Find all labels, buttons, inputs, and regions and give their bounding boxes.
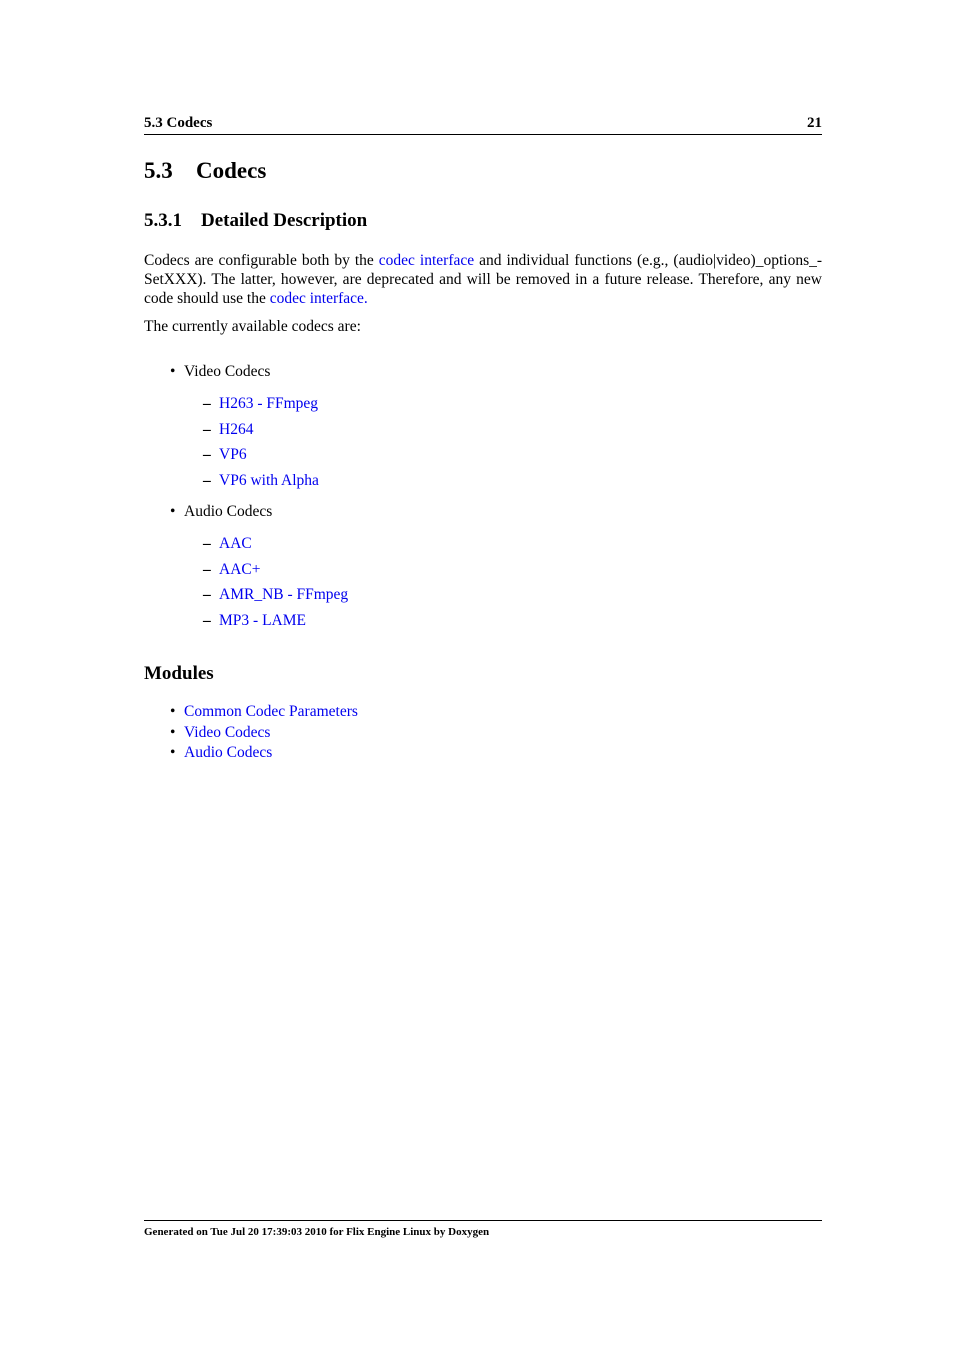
modules-heading: Modules <box>144 663 214 684</box>
section-title: Codecs <box>196 158 267 183</box>
subsection-heading <box>144 208 367 234</box>
vp6-link[interactable]: VP6 <box>219 446 247 463</box>
description-paragraph <box>144 251 822 308</box>
description-text-1: Codecs are configurable both by the <box>144 252 379 269</box>
list-item <box>170 420 319 440</box>
codec-interface-link[interactable]: codec interface <box>378 252 475 269</box>
list-item <box>170 394 319 414</box>
list-item <box>170 534 348 554</box>
codec-list-audio <box>170 502 348 636</box>
list-item <box>170 585 348 605</box>
mp3-lame-link[interactable]: MP3 - LAME <box>219 611 306 629</box>
h264-link[interactable]: H264 <box>219 420 254 438</box>
video-codecs-link[interactable]: Video Codecs <box>184 723 271 741</box>
vp6-alpha-link[interactable]: VP6 with Alpha <box>219 471 319 489</box>
modules-list <box>170 702 358 764</box>
subsection-title: Detailed Description <box>201 210 368 231</box>
description-text-2: and individual functions (e.g., (audio|video)_options_-SetXXX). The latter, however, are deprecated and will be removed in a future release. Therefore, any new code should use the <box>144 252 823 307</box>
list-item-audio-codecs <box>170 502 348 631</box>
h263-ffmpeg-link[interactable]: H263 - FFmpeg <box>219 395 319 412</box>
list-item <box>170 743 358 764</box>
codec-group-label: Video Codecs <box>184 363 271 380</box>
subsection-number: 5.3.1 <box>144 210 182 231</box>
list-item <box>170 445 319 465</box>
header-page-number: 21 <box>807 115 822 131</box>
audio-codec-sublist <box>184 534 348 631</box>
aac-plus-link[interactable]: AAC+ <box>219 560 261 578</box>
aac-link[interactable]: AAC <box>219 535 252 552</box>
codec-interface-link-2[interactable]: codec interface. <box>269 290 368 307</box>
list-item <box>170 723 358 744</box>
list-item <box>170 471 319 491</box>
list-item-video-codecs <box>170 362 319 491</box>
list-item <box>170 702 358 723</box>
amr-nb-ffmpeg-link[interactable]: AMR_NB - FFmpeg <box>219 586 349 603</box>
video-codec-sublist <box>184 394 319 491</box>
common-codec-parameters-link[interactable]: Common Codec Parameters <box>184 703 358 720</box>
running-header <box>144 114 822 135</box>
header-section-title: 5.3 Codecs <box>144 115 213 131</box>
codec-list <box>170 362 319 496</box>
page-footer: Generated on Tue Jul 20 17:39:03 2010 for Flix Engine Linux by Doxygen <box>144 1220 822 1239</box>
available-codecs-intro: The currently available codecs are: <box>144 318 361 335</box>
list-item <box>170 560 348 580</box>
section-heading <box>144 156 266 186</box>
codec-group-label: Audio Codecs <box>184 503 273 520</box>
section-number: 5.3 <box>144 158 173 183</box>
audio-codecs-link[interactable]: Audio Codecs <box>184 744 273 761</box>
list-item <box>170 611 348 631</box>
